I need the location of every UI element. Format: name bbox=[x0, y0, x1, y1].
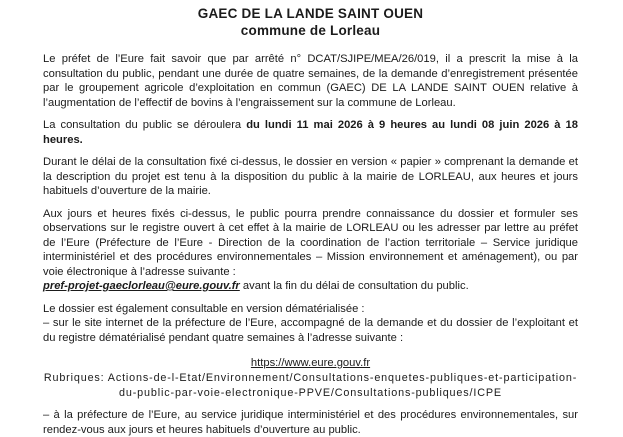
dematerialized-website-item: – sur le site internet de la préfecture de l’Eure, accompagné de la demande et du dossier de l’exploitant et du registre dématérialisé pendant quatre semaines à l’adresse suivante : bbox=[43, 317, 578, 344]
title-line-2: commune de Lorleau bbox=[240, 23, 381, 38]
paragraph-paper-dossier bbox=[43, 155, 578, 199]
consultation-period-dates: du lundi 11 mai 2026 à 9 heures au lundi 08 juin 2026 à 18 heures. bbox=[43, 119, 578, 146]
paragraph-prefect-order bbox=[43, 52, 578, 110]
consultation-period-intro: La consultation du public se déroulera bbox=[43, 119, 247, 131]
paragraph-dematerialized bbox=[43, 302, 578, 346]
dematerialized-intro: Le dossier est également consultable en version dématérialisée : bbox=[43, 302, 365, 315]
title-line-1: GAEC DE LA LANDE SAINT OUEN bbox=[197, 6, 424, 21]
paragraph-observations-text: Aux jours et heures fixés ci-dessus, le public pourra prendre connaissance du dossier et formuler ses observations sur le registre ouvert à cet effet à la mairie de LORLEAU ou les adresser par lettre au préfet de l’Eure (Préfecture de l’Eure - Direction de la coordination de l’action territoriale – Service juridique interministériel et des procédures environnementales – Mission environnement et aménagement), ou par voie électronique à l’adresse suivante : bbox=[43, 207, 578, 278]
paragraph-paper-dossier-text: Durant le délai de la consultation fixé ci-dessus, le dossier en version « papier » comprenant la demande et la description du projet est tenu à la disposition du public à la mairie de LORLEAU, aux heures et jours habituels d’ouverture de la mairie. bbox=[43, 156, 578, 197]
email-link[interactable]: pref-projet-gaeclorleau@eure.gouv.fr bbox=[43, 280, 240, 292]
paragraph-observations bbox=[43, 207, 578, 294]
rubriques-path: Rubriques: Actions-de-l-Etat/Environnement/Consultations-enquetes-publiques-et-participation-du-public-par-voie-electronique-PPVE/Consultations-publiques/ICPE bbox=[43, 372, 578, 399]
paragraph-prefect-order-text: Le préfet de l’Eure fait savoir que par arrêté n° DCAT/SJIPE/MEA/26/019, il a prescrit la mise à la consultation du public, pendant une durée de quatre semaines, de la demande d’enregistrement présentée par le groupement agricole d’exploitation en commun (GAEC) DE LA LANDE SAINT OUEN relative à l’augmentation de l’effectif de bovins à l’engraissement sur la commune de Lorleau. bbox=[43, 53, 578, 109]
paragraph-prefecture-appointment-text: – à la préfecture de l’Eure, au service juridique interministériel et des procédures environnementales, sur rendez-vous aux jours et heures habituels d’ouverture au public. bbox=[43, 409, 578, 436]
paragraph-observations-after-email: avant la fin du délai de consultation du public. bbox=[239, 280, 469, 292]
document-title bbox=[43, 5, 578, 39]
website-block bbox=[43, 353, 578, 400]
paragraph-consultation-period bbox=[43, 118, 578, 147]
prefecture-website-link[interactable]: https://www.eure.gouv.fr bbox=[250, 357, 371, 369]
